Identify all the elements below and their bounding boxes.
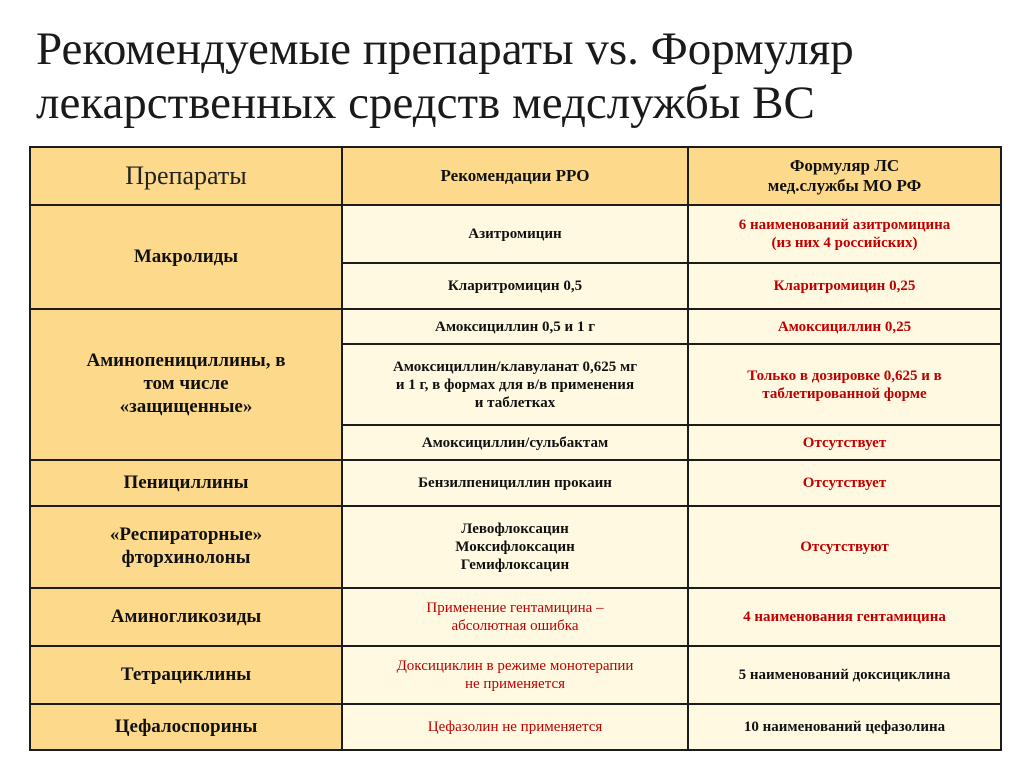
table-row <box>30 309 1001 344</box>
category-fluoroquinolones <box>30 506 342 588</box>
header-formulary <box>688 147 1001 205</box>
title-line-1: Рекомендуемые препараты vs. Формуляр <box>36 23 854 75</box>
slide-title <box>36 22 996 130</box>
table-row <box>30 704 1001 750</box>
table-row <box>30 646 1001 704</box>
rec-cell <box>342 588 688 646</box>
header-formulary-line-1: Формуляр ЛС <box>789 155 900 175</box>
table-row <box>30 460 1001 506</box>
header-drugs: Препараты <box>30 147 342 205</box>
formulary-cell: Отсутствует <box>688 460 1001 506</box>
category-line: том числе <box>143 373 229 395</box>
rec-line: Применение гентамицина – <box>426 600 604 616</box>
category-macrolides: Макролиды <box>30 205 342 309</box>
formulary-cell: 5 наименований доксициклина <box>688 646 1001 704</box>
rec-line: и таблетках <box>474 394 556 411</box>
category-penicillins: Пенициллины <box>30 460 342 506</box>
rec-line: и 1 г, в формах для в/в применения <box>395 376 635 393</box>
formulary-cell: 10 наименований цефазолина <box>688 704 1001 750</box>
table-row <box>30 506 1001 588</box>
rec-line: абсолютная ошибка <box>451 618 579 634</box>
title-line-2: лекарственных средств медслужбы ВС <box>36 77 815 129</box>
formulary-line: 6 наименований азитромицина <box>738 217 951 233</box>
header-recommendations: Рекомендации РРО <box>342 147 688 205</box>
rec-cell: Азитромицин <box>342 205 688 263</box>
category-aminoglycosides: Аминогликозиды <box>30 588 342 646</box>
category-cephalosporins: Цефалоспорины <box>30 704 342 750</box>
formulary-cell: Отсутствует <box>688 425 1001 460</box>
formulary-cell: 4 наименования гентамицина <box>688 588 1001 646</box>
category-line: «защищенные» <box>119 395 253 417</box>
formulary-cell: Кларитромицин 0,25 <box>688 263 1001 309</box>
formulary-cell <box>688 205 1001 263</box>
formulary-line: таблетированной форме <box>762 385 927 402</box>
rec-line: Амоксициллин/клавуланат 0,625 мг <box>392 358 638 375</box>
comparison-table <box>29 146 1002 751</box>
category-line: «Респираторные» <box>109 524 263 546</box>
rec-cell: Бензилпенициллин прокаин <box>342 460 688 506</box>
rec-cell: Цефазолин не применяется <box>342 704 688 750</box>
rec-cell <box>342 344 688 425</box>
rec-cell <box>342 506 688 588</box>
rec-line: Гемифлоксацин <box>460 557 570 573</box>
formulary-line: Только в дозировке 0,625 и в <box>747 367 942 384</box>
rec-line: не применяется <box>464 676 566 692</box>
category-line: Аминопенициллины, в <box>86 350 286 372</box>
formulary-cell: Амоксициллин 0,25 <box>688 309 1001 344</box>
table-header-row <box>30 147 1001 205</box>
rec-cell: Кларитромицин 0,5 <box>342 263 688 309</box>
formulary-cell: Отсутствуют <box>688 506 1001 588</box>
category-tetracyclines: Тетрациклины <box>30 646 342 704</box>
rec-line: Моксифлоксацин <box>455 539 575 555</box>
rec-line: Доксициклин в режиме монотерапии <box>396 658 634 674</box>
rec-cell: Амоксициллин 0,5 и 1 г <box>342 309 688 344</box>
category-line: фторхинолоны <box>121 547 251 568</box>
rec-cell: Амоксициллин/сульбактам <box>342 425 688 460</box>
rec-line: Левофлоксацин <box>461 521 569 537</box>
formulary-line: (из них 4 российских) <box>771 235 918 251</box>
category-aminopenicillins <box>30 309 342 460</box>
header-formulary-line-2: мед.службы МО РФ <box>767 176 922 195</box>
table-row <box>30 205 1001 263</box>
formulary-cell <box>688 344 1001 425</box>
table-row <box>30 588 1001 646</box>
rec-cell <box>342 646 688 704</box>
